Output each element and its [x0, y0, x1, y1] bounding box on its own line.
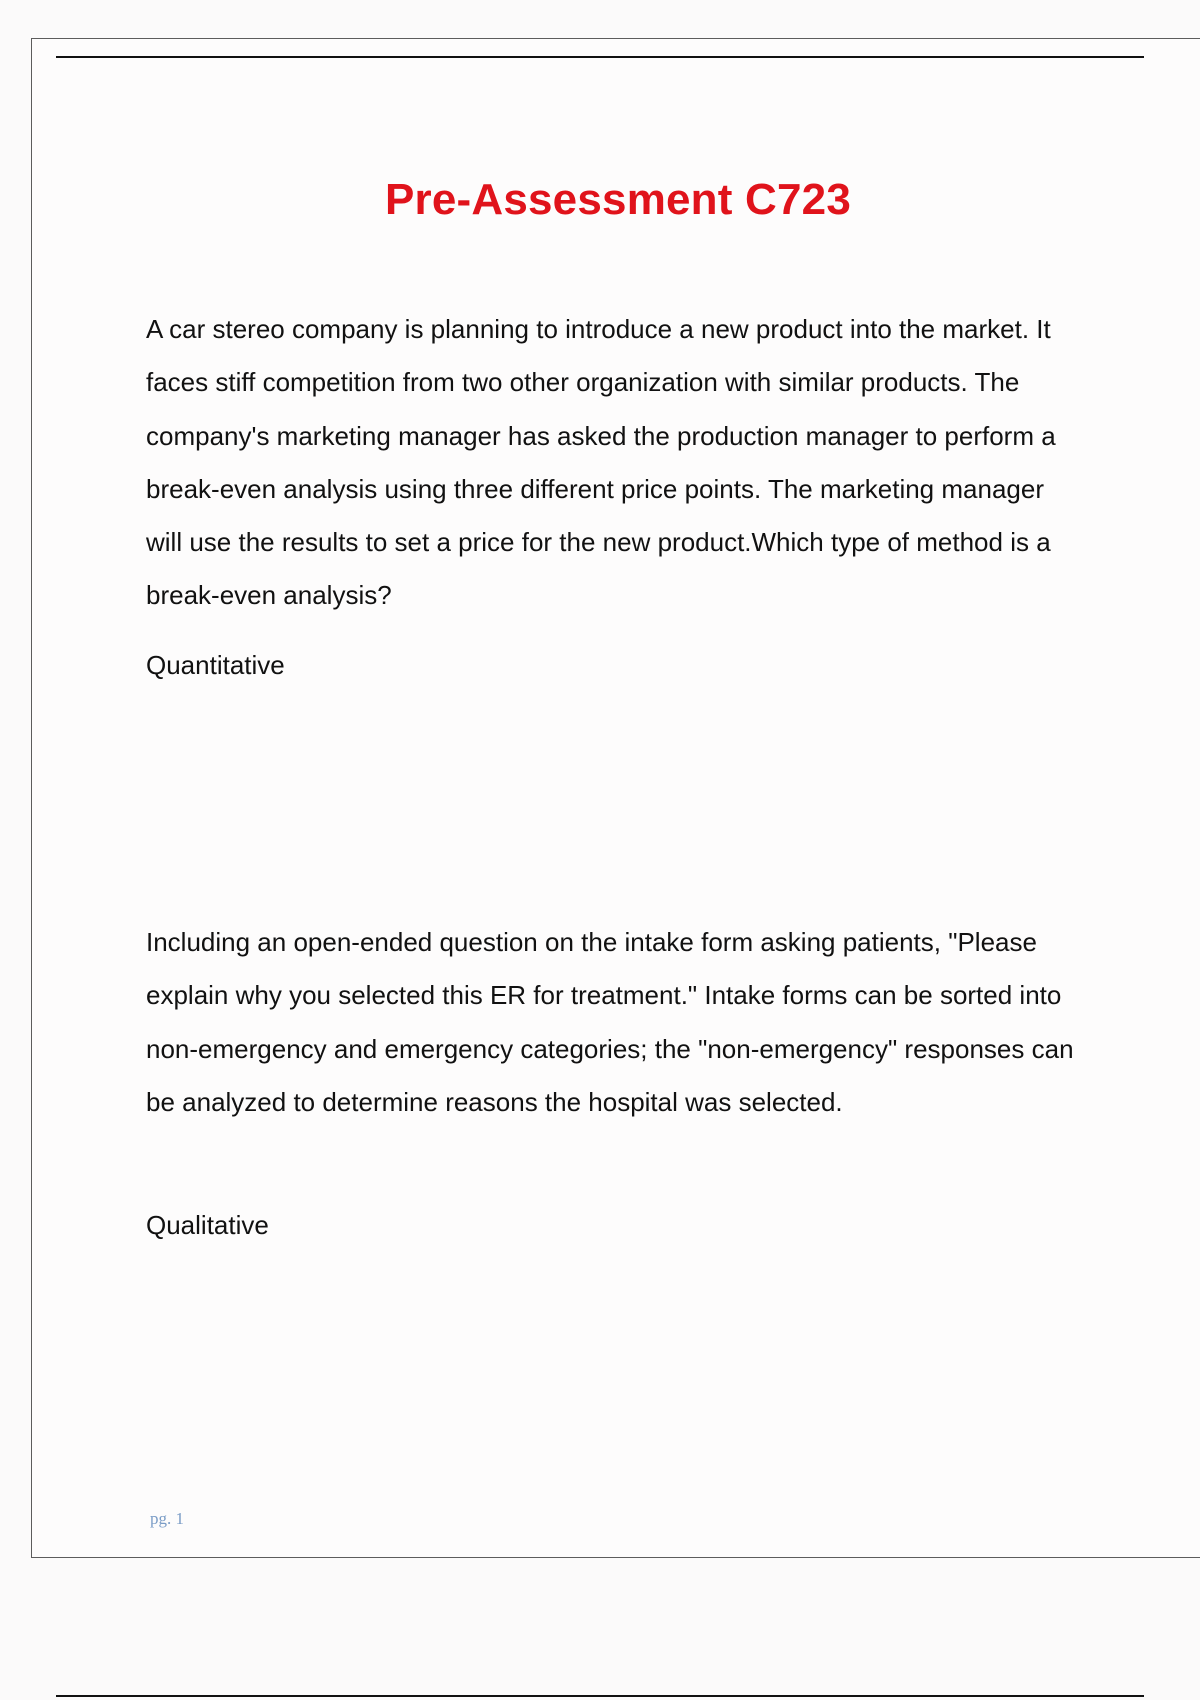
- answer-2: Qualitative: [146, 1210, 269, 1240]
- question-2: Including an open-ended question on the intake form asking patients, "Please explain why you selected this ER for treatment." Intake forms can be sorted into non-emergency and emergency categories; the "non-emergency" responses can be analyzed to determine reasons the hospital was selected.: [146, 927, 1074, 1117]
- document-page: [31, 38, 1200, 1558]
- page-number: pg. 1: [150, 1509, 184, 1528]
- bottom-divider: [56, 1695, 1144, 1697]
- document-title: Pre-Assessment C723: [384, 175, 852, 225]
- question-1: A car stereo company is planning to introduce a new product into the market. It faces stiff competition from two other organization with similar products. The company's marketing manager has asked the production manager to perform a break-even analysis using three different price points. The marketing manager will use the results to set a price for the new product.Which type of method is a break-even analysis?: [146, 314, 1056, 611]
- top-divider: [56, 56, 1144, 58]
- answer-1: Quantitative: [146, 650, 285, 680]
